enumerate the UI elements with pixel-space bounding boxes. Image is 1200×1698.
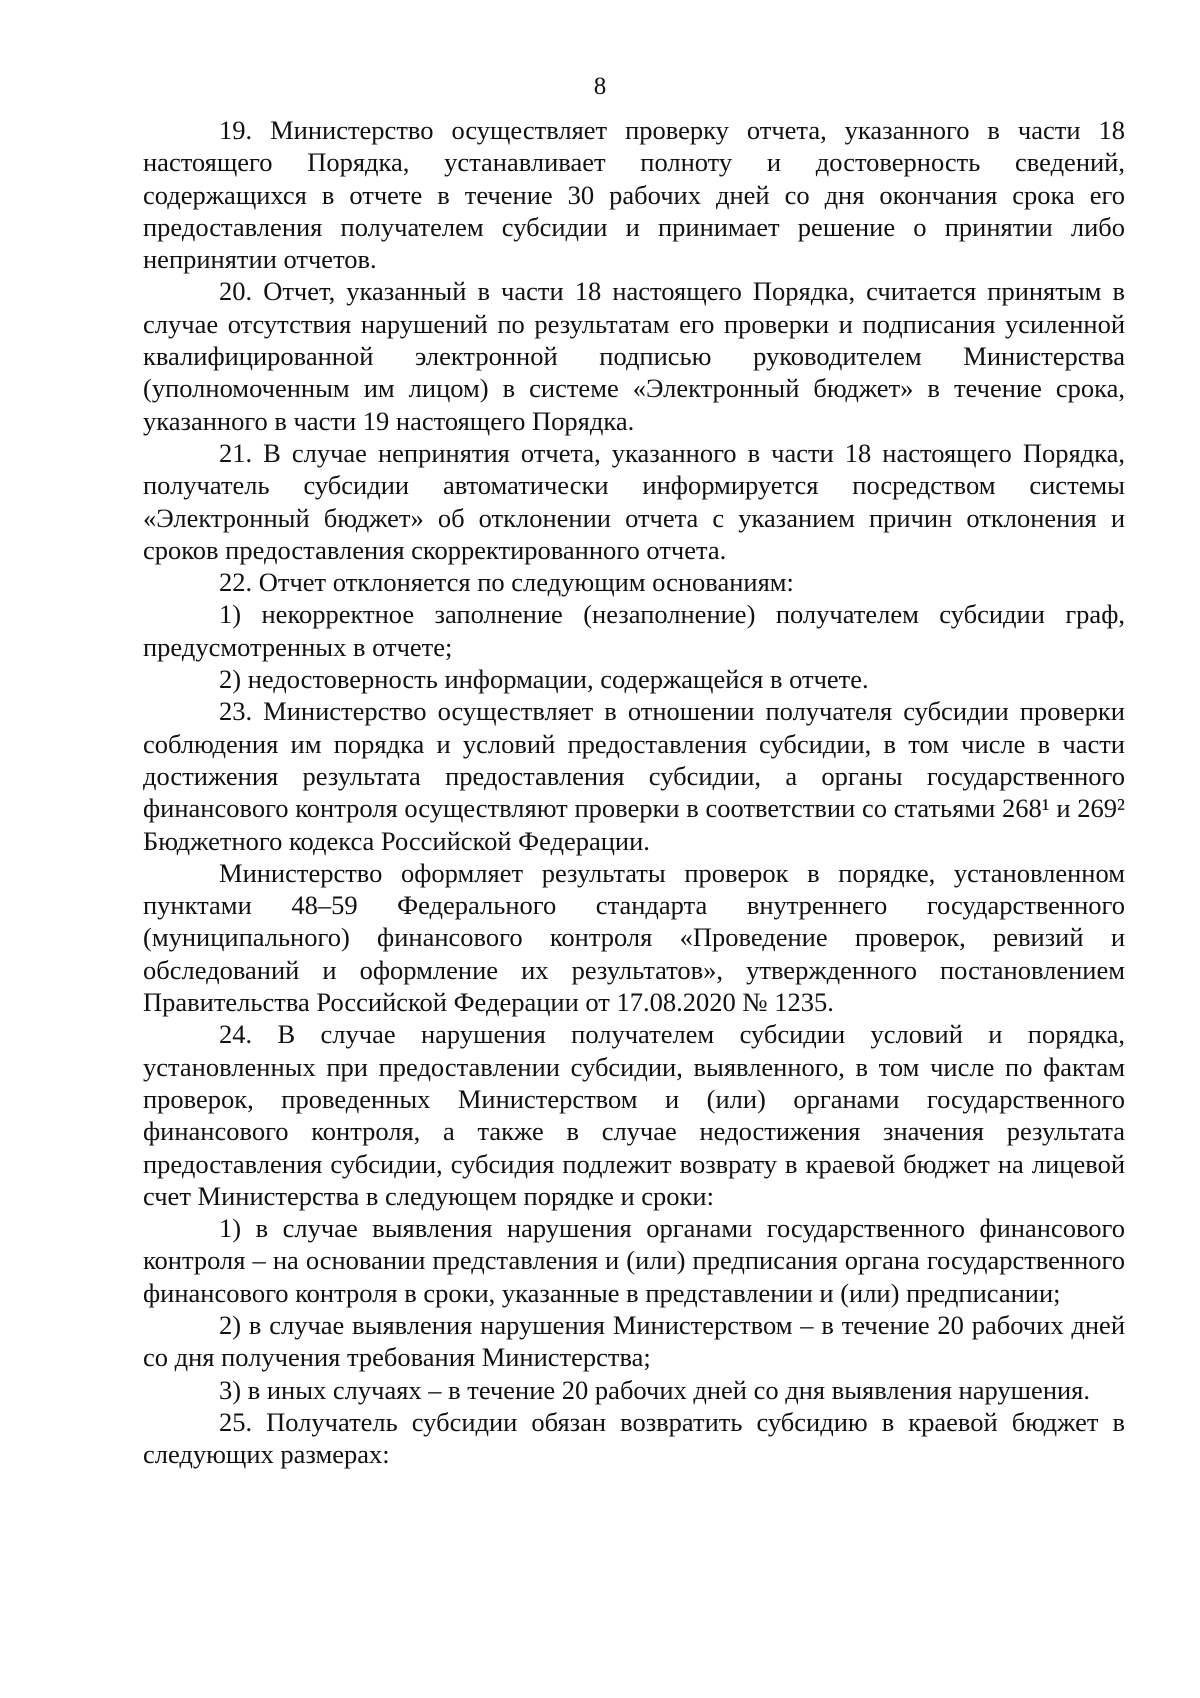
paragraph-25: 25. Получатель субсидии обязан возвратить субсидию в краевой бюджет в следующих размерах: — [143, 1406, 1125, 1470]
paragraph-22-item-2: 2) недостоверность информации, содержащейся в отчете. — [219, 664, 869, 695]
paragraph-24-item-3: 3) в иных случаях – в течение 20 рабочих дней со дня выявления нарушения. — [219, 1374, 1090, 1405]
page-number: 8 — [593, 73, 607, 100]
paragraph-23-continued: Министерство оформляет результаты проверок в порядке, установленном пунктами 48–59 Федерального стандарта внутреннего государственного (муниципального) финансового контроля «Проведение проверок, ревизий и обследований и оформление их результатов», утвержденного постановлением Правительства Российской Федерации от 17.08.2020 № 1235. — [143, 857, 1125, 1018]
paragraph-23: 23. Министерство осуществляет в отношении получателя субсидии проверки соблюдения им порядка и условий предоставления субсидии, в том числе в части достижения результата предоставления субсидии, а органы государственного финансового контроля осуществляют проверки в соответствии со статьями 268¹ и 269² Бюджетного кодекса Российской Федерации. — [143, 696, 1125, 856]
paragraph-24: 24. В случае нарушения получателем субсидии условий и порядка, установленных при предоставлении субсидии, выявленного, в том числе по фактам проверок, проведенных Министерством и (или) органами государственного финансового контроля, а также в случае недостижения значения результата предоставления субсидии, субсидия подлежит возврату в краевой бюджет на лицевой счет Министерства в следующем порядке и сроки: — [143, 1019, 1125, 1211]
paragraph-22-item-1: 1) некорректное заполнение (незаполнение) получателем субсидии граф, предусмотренных в отчете; — [143, 599, 1125, 662]
paragraph-24-item-2: 2) в случае выявления нарушения Министерством – в течение 20 рабочих дней со дня получения требования Министерства; — [143, 1309, 1125, 1373]
paragraph-24-item-1: 1) в случае выявления нарушения органами государственного финансового контроля – на основании представления и (или) предписания органа государственного финансового контроля в сроки, указанные в представлении и (или) предписании; — [143, 1213, 1125, 1308]
paragraph-20: 20. Отчет, указанный в части 18 настоящего Порядка, считается принятым в случае отсутствия нарушений по результатам его проверки и подписания усиленной квалифицированной электронной подписью руководителем Министерства (уполномоченным им лицом) в системе «Электронный бюджет» в течение срока, указанного в части 19 настоящего Порядка. — [143, 276, 1125, 436]
paragraph-21: 21. В случае непринятия отчета, указанного в части 18 настоящего Порядка, получатель субсидии автоматически информируется посредством системы «Электронный бюджет» об отклонении отчета с указанием причин отклонения и сроков предоставления скорректированного отчета. — [143, 437, 1125, 565]
document-body — [143, 114, 1125, 1470]
paragraph-22: 22. Отчет отклоняется по следующим основаниям: — [219, 567, 794, 598]
paragraph-19: 19. Министерство осуществляет проверку отчета, указанного в части 18 настоящего Порядка, устанавливает полноту и достоверность сведений, содержащихся в отчете в течение 30 рабочих дней со дня окончания срока его предоставления получателем субсидии и принимает решение о принятии либо непринятии отчетов. — [143, 115, 1125, 275]
